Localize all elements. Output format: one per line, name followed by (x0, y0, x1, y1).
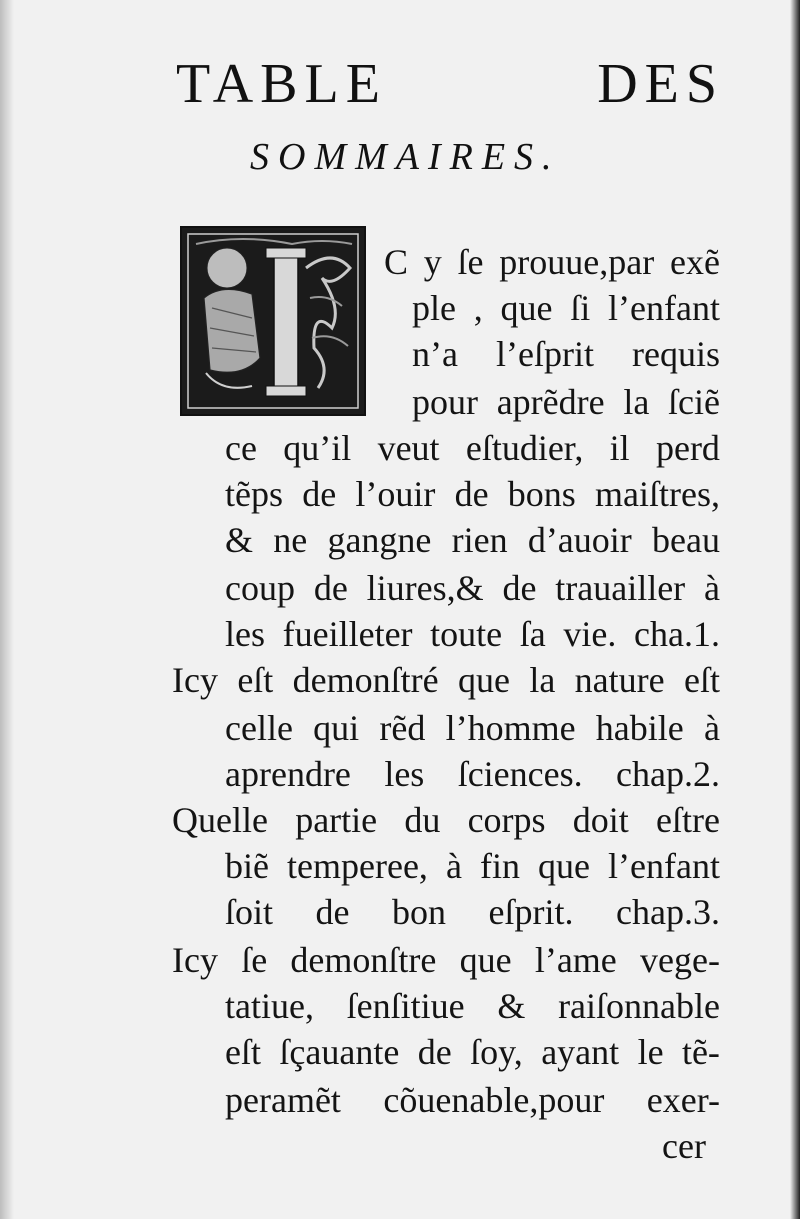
text-line-8 (225, 570, 720, 606)
word: Quelle (172, 800, 268, 840)
word: tatiue, (225, 986, 314, 1026)
word: ſa (519, 614, 546, 654)
word: vege- (640, 940, 720, 980)
text-line-4 (412, 384, 720, 420)
text-line-13 (172, 802, 720, 838)
word: la (529, 660, 556, 700)
word: ayant (541, 1032, 620, 1072)
word: ſe (241, 940, 268, 980)
word: exer- (646, 1080, 720, 1120)
text-line-15 (225, 894, 720, 930)
word: fueilleter (282, 614, 413, 654)
word: qu’il (283, 428, 352, 468)
word: fin (479, 846, 520, 886)
word: l’ame (534, 940, 617, 980)
text-line-16 (172, 942, 720, 978)
text-line-7 (225, 522, 720, 558)
word: vie. (563, 614, 617, 654)
word: de (302, 474, 337, 514)
word: de (417, 1032, 452, 1072)
word: cha.1. (634, 614, 720, 654)
page-gutter-shadow (0, 0, 14, 1219)
word: , (473, 288, 483, 328)
word: ſenſitiue (346, 986, 465, 1026)
word: aprẽdre (496, 382, 605, 422)
word: de (502, 568, 537, 608)
text-line-10 (172, 662, 720, 698)
word: maiſtres, (594, 474, 720, 514)
word: ce (225, 428, 257, 468)
word: temperee, (287, 846, 428, 886)
word: de (315, 892, 350, 932)
text-line-17 (225, 988, 720, 1024)
word: liures,& (366, 568, 484, 608)
word: les (225, 614, 265, 654)
word: eſt (237, 660, 274, 700)
text-line-12 (225, 756, 720, 792)
page-subtitle: SOMMAIRES. (250, 136, 561, 178)
word: eſt (225, 1032, 261, 1072)
word: ſe (457, 242, 484, 282)
word: que (538, 846, 590, 886)
word: bons (507, 474, 576, 514)
text-line-9 (225, 616, 720, 652)
word: la (623, 382, 650, 422)
text-line-2 (412, 290, 720, 326)
word: trauailler (555, 568, 686, 608)
word: n’a (412, 334, 458, 374)
text-line-5 (225, 430, 720, 466)
word: eſprit. (488, 892, 574, 932)
word: eſtre (656, 800, 720, 840)
word: coup (225, 568, 295, 608)
title-word-table: TABLE (176, 53, 387, 115)
word: rien (451, 520, 508, 560)
word: habile (595, 708, 684, 748)
word: tẽps (225, 474, 283, 514)
page-title (176, 53, 724, 115)
word: demonſtre (290, 940, 437, 980)
word: à (445, 846, 462, 886)
word: perd (655, 428, 720, 468)
decorated-initial-image (180, 226, 366, 416)
word: l’enfant (608, 846, 720, 886)
word: y (423, 242, 442, 282)
word: à (704, 568, 720, 608)
word: l’enfant (608, 288, 720, 328)
word: exẽ (670, 242, 720, 282)
word: pour (412, 382, 478, 422)
word: nature (574, 660, 665, 700)
word: & (497, 986, 526, 1026)
word: de (454, 474, 489, 514)
word: corps (467, 800, 546, 840)
word: ſciences. (457, 754, 583, 794)
word: le (637, 1032, 664, 1072)
word: toute (430, 614, 503, 654)
word: l’ouir (355, 474, 436, 514)
word: ne (273, 520, 308, 560)
word: gangne (327, 520, 432, 560)
word: il (609, 428, 630, 468)
text-line-20: cer (662, 1126, 706, 1166)
word: veut (377, 428, 440, 468)
title-word-des: DES (597, 53, 724, 115)
word: partie (295, 800, 378, 840)
word: ſciẽ (668, 382, 720, 422)
text-line-11 (225, 710, 720, 746)
word: l’homme (445, 708, 576, 748)
text-line-1 (384, 244, 720, 280)
word: biẽ (225, 846, 269, 886)
word: cõuenable,pour (383, 1080, 605, 1120)
word: raiſonnable (558, 986, 720, 1026)
text-line-19 (225, 1082, 720, 1118)
word: du (404, 800, 441, 840)
word: l’eſprit (496, 334, 594, 374)
word: aprendre (225, 754, 351, 794)
word: ple (412, 288, 456, 328)
word: peramẽt (225, 1080, 341, 1120)
word: Icy (172, 940, 218, 980)
word: ſi (570, 288, 591, 328)
word: de (313, 568, 348, 608)
text-line-6 (225, 476, 720, 512)
word: requis (632, 334, 720, 374)
word: que (500, 288, 553, 328)
word: chap.3. (615, 892, 720, 932)
word: celle (225, 708, 293, 748)
word: ſoit (225, 892, 274, 932)
word: C (384, 242, 409, 282)
word: chap.2. (616, 754, 720, 794)
text-line-3 (412, 336, 720, 372)
text-line-18 (225, 1034, 720, 1070)
word: qui (313, 708, 360, 748)
word: doit (572, 800, 629, 840)
word: beau (652, 520, 720, 560)
woodcut-initial-illustration (182, 228, 364, 414)
word: ſoy, (470, 1032, 523, 1072)
word: ſçauante (279, 1032, 400, 1072)
word: eſt (683, 660, 720, 700)
word: Icy (172, 660, 218, 700)
page-right-edge (790, 0, 800, 1219)
word: d’auoir (527, 520, 632, 560)
word: que (459, 940, 512, 980)
word: rẽd (379, 708, 426, 748)
word: à (703, 708, 720, 748)
word: prouue,par (499, 242, 655, 282)
word: que (457, 660, 510, 700)
word: eſtudier, (465, 428, 584, 468)
word: & (225, 520, 254, 560)
text-line-14 (225, 848, 720, 884)
word: demonſtré (292, 660, 439, 700)
word: les (384, 754, 425, 794)
word: tẽ- (681, 1032, 720, 1072)
word: bon (392, 892, 446, 932)
